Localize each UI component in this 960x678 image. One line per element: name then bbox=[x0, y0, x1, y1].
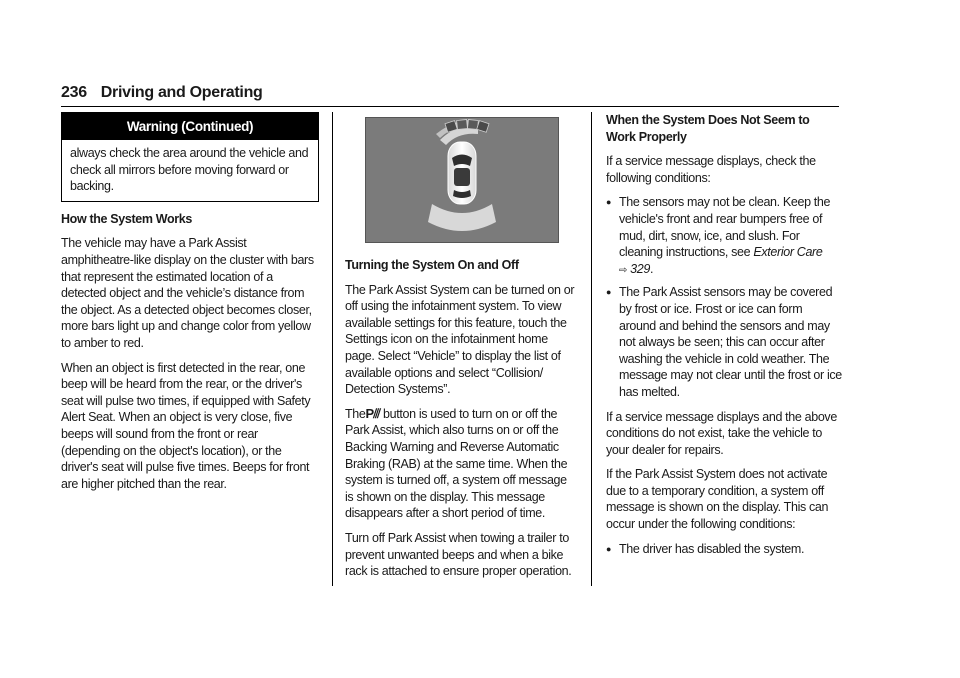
column-divider bbox=[591, 112, 592, 586]
paragraph bbox=[345, 406, 577, 522]
page-reference-arrow-icon: ⇨ bbox=[619, 264, 628, 276]
bullet-list bbox=[606, 194, 842, 400]
section-title: Driving and Operating bbox=[100, 84, 263, 101]
paragraph-text: The bbox=[345, 406, 366, 421]
paragraph: If a service message displays, check the following conditions: bbox=[606, 154, 816, 185]
paragraph: If the Park Assist System does not activate due to a temporary condition, a system off message is shown on the display. This can occur under the following conditions: bbox=[606, 467, 829, 532]
paragraph: When an object is first detected in the rear, one beep will be heard from the rear, or the driver's seat will pulse two times, if equipped with Safety Alert Seat. When an object is very close, five beeps will sound from the front or rear (depending on the object's location), or the driver's seat will pulse five times. Beeps for front are higher pitched than the rear. bbox=[61, 360, 311, 491]
list-item-text: . bbox=[649, 261, 654, 276]
column-2 bbox=[345, 112, 577, 588]
warning-title: Warning (Continued) bbox=[62, 113, 318, 140]
cross-reference-link[interactable]: Exterior Care bbox=[753, 245, 823, 260]
bullet-list bbox=[606, 541, 842, 558]
paragraph: If a service message displays and the above conditions do not exist, take the vehicle to your dealer for repairs. bbox=[606, 409, 837, 457]
section-heading: When the System Does Not Seem to Work Properly bbox=[606, 113, 810, 144]
vehicle-top-view bbox=[448, 142, 476, 204]
park-assist-figure bbox=[365, 117, 559, 243]
column-3 bbox=[606, 112, 842, 565]
paragraph: Turn off Park Assist when towing a trailer to prevent unwanted beeps and when a bike rack is attached to ensure proper operation. bbox=[345, 530, 572, 579]
list-item-text: The sensors may not be clean. Keep the vehicle's front and rear bumpers free of mud, dirt, snow, ice, and slush. For cleaning instructions, see bbox=[619, 195, 831, 260]
page-header bbox=[61, 84, 263, 102]
paragraph: The Park Assist System can be turned on or off using the infotainment system. To view available settings for this feature, touch the Settings icon on the infotainment home page. Select “Vehicle” to display the list of available options and select “Collision/ Detection Systems”. bbox=[345, 282, 575, 397]
page-number: 236 bbox=[61, 84, 87, 101]
list-item bbox=[606, 194, 842, 279]
rear-sensor-zone bbox=[428, 204, 496, 231]
paragraph-text: button is used to turn on or off the Park Assist, which also turns on or off the Backing Warning and Reverse Automatic Braking (RAB) at the same time. When the system is turned off, a system off message is shown on the display. This message disappears after a short period of time. bbox=[345, 406, 568, 521]
park-assist-button-icon: P⫻ bbox=[365, 405, 380, 421]
list-item: ● The Park Assist sensors may be covered by frost or ice. Frost or ice can form around and behind the sensors and may not always be seen; this can occur after washing the vehicle in cold weather. The message may not clear until the frost or ice has melted. bbox=[606, 284, 842, 400]
section-heading: How the System Works bbox=[61, 211, 193, 226]
header-rule bbox=[61, 106, 839, 107]
warning-box bbox=[61, 112, 319, 202]
section-heading: Turning the System On and Off bbox=[345, 258, 519, 272]
column-divider bbox=[332, 112, 333, 586]
front-sensor-zone bbox=[436, 119, 489, 145]
warning-body: always check the area around the vehicle and check all mirrors before moving forward or backing. bbox=[70, 146, 309, 194]
cross-reference-page[interactable]: 329 bbox=[630, 261, 650, 276]
list-item: ● The driver has disabled the system. bbox=[606, 541, 842, 558]
column-1 bbox=[61, 112, 319, 500]
paragraph: The vehicle may have a Park Assist amphitheatre-like display on the cluster with bars that represent the estimated location of a detected object and the vehicle’s distance from the object. As a detected object becomes closer, more bars light up and change color from yellow to amber to red. bbox=[61, 236, 314, 350]
